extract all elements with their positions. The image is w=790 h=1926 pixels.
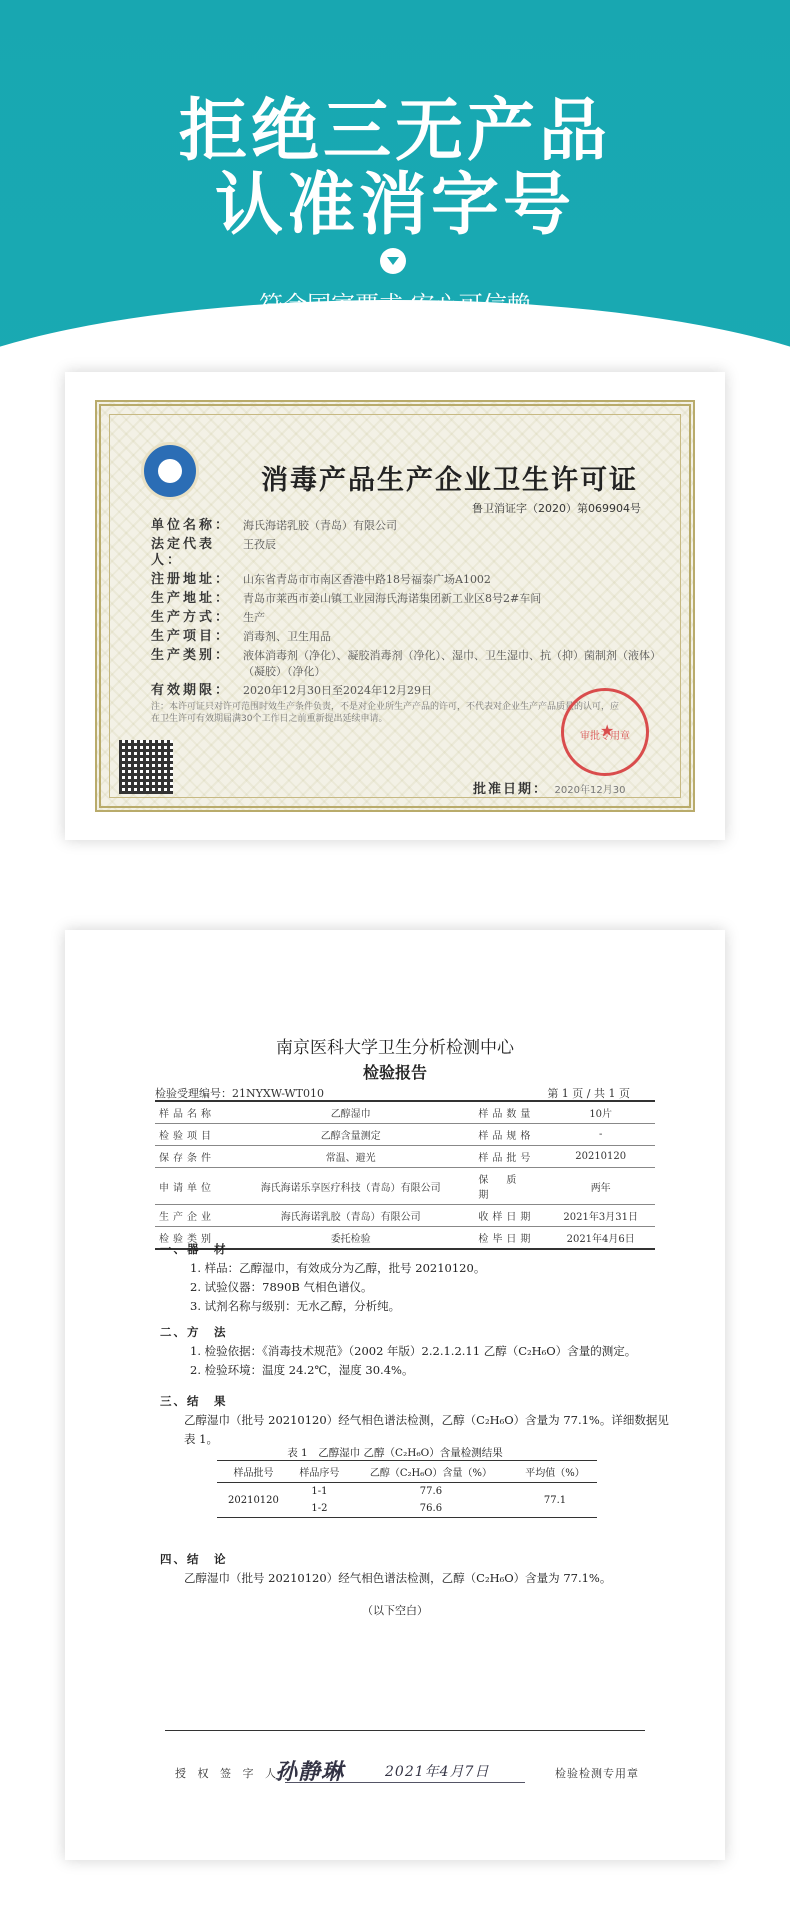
cert-row xyxy=(151,629,671,645)
table-row xyxy=(155,1168,655,1205)
list-item: 2. 试验仪器：7890B 气相色谱仪。 xyxy=(190,1280,373,1294)
table-row xyxy=(155,1101,655,1124)
cert-value: 海氏海诺乳胶（青岛）有限公司 xyxy=(243,519,397,532)
cert-label: 单位名称： xyxy=(151,518,232,533)
seq-cell: 1-2 xyxy=(311,1503,328,1514)
info-key: 样品批号 xyxy=(474,1146,546,1168)
approval-label: 批准日期： xyxy=(473,782,549,797)
cert-value: 生产 xyxy=(243,611,265,624)
cert-label: 注册地址： xyxy=(151,572,232,587)
info-key: 样品数量 xyxy=(474,1101,546,1124)
health-emblem-icon xyxy=(141,442,199,500)
info-value: 乙醇含量测定 xyxy=(227,1124,474,1146)
cert-label: 法定代表人： xyxy=(151,537,216,568)
info-key: 检验项目 xyxy=(155,1124,227,1146)
cert-value: 消毒剂、卫生用品 xyxy=(243,630,331,643)
info-value: 委托检验 xyxy=(227,1227,474,1250)
info-key: 收样日期 xyxy=(474,1205,546,1227)
column-header: 样品批号 xyxy=(217,1461,290,1483)
info-value: 两年 xyxy=(546,1168,655,1205)
column-header: 平均值（%） xyxy=(513,1461,597,1483)
info-value: 海氏海诺乐享医疗科技（青岛）有限公司 xyxy=(227,1168,474,1205)
batch-cell: 20210120 xyxy=(228,1494,279,1506)
cert-label: 生产方式： xyxy=(151,610,232,625)
list-item: 2. 检验环境：温度 24.2℃，湿度 30.4%。 xyxy=(190,1363,414,1377)
info-key: 检毕日期 xyxy=(474,1227,546,1250)
certificate-number: 鲁卫消证字（2020）第069904号 xyxy=(472,502,641,515)
section-conclusion xyxy=(160,1550,674,1588)
cert-row xyxy=(151,610,671,626)
hero-subtitle: 符合国家要求 安心可信赖 xyxy=(259,291,531,319)
signature: 孙静琳 xyxy=(275,1759,345,1785)
info-value: 2021年4月6日 xyxy=(546,1227,655,1250)
cert-label: 生产类别： xyxy=(151,648,232,663)
section-title: 三、结 果 xyxy=(160,1394,228,1408)
certificate-card xyxy=(65,372,725,840)
table-row xyxy=(155,1205,655,1227)
certificate-fields xyxy=(151,518,671,702)
approval-date xyxy=(473,778,625,797)
chevron-down-icon xyxy=(380,248,406,274)
info-value: 常温、避光 xyxy=(227,1146,474,1168)
info-key: 生产企业 xyxy=(155,1205,227,1227)
report-meta xyxy=(155,1085,630,1101)
info-value: - xyxy=(546,1124,655,1146)
section-title: 二、方 法 xyxy=(160,1325,228,1339)
info-value: 乙醇湿巾 xyxy=(227,1101,474,1124)
report-institution: 南京医科大学卫生分析检测中心 xyxy=(276,1038,514,1058)
cert-row xyxy=(151,648,671,680)
qr-code-icon xyxy=(119,740,173,794)
section-results xyxy=(160,1392,674,1449)
seq-cell: 1-1 xyxy=(311,1486,328,1497)
report-card xyxy=(65,930,725,1860)
cert-row xyxy=(151,518,671,534)
info-key: 申请单位 xyxy=(155,1168,227,1205)
cert-value: 青岛市莱西市姜山镇工业园海氏海诺集团新工业区8号2#车间 xyxy=(243,592,542,605)
table-caption: 表 1 乙醇湿巾 乙醇（C₂H₆O）含量检测结果 xyxy=(287,1447,503,1459)
cert-value: 王孜辰 xyxy=(243,538,276,551)
hero-title-line2: 认准消字号 xyxy=(214,166,575,245)
info-value: 20210120 xyxy=(546,1146,655,1168)
table-row xyxy=(155,1124,655,1146)
section-text: 乙醇湿巾（批号 20210120）经气相色谱法检测，乙醇（C₂H₆O）含量为 77.1%。 xyxy=(184,1571,612,1585)
approval-date-value: 2020年12月30 xyxy=(554,785,626,796)
report-page: 第 1 页 / 共 1 页 xyxy=(547,1087,630,1100)
signature-baseline xyxy=(285,1782,525,1783)
info-value: 2021年3月31日 xyxy=(546,1205,655,1227)
column-header: 乙醇（C₂H₆O）含量（%） xyxy=(349,1461,513,1483)
report-info-table xyxy=(155,1100,655,1250)
certificate-title: 消毒产品生产企业卫生许可证 xyxy=(261,465,638,496)
info-key: 样品名称 xyxy=(155,1101,227,1124)
cert-label: 有效期限： xyxy=(151,683,232,698)
report-title: 检验报告 xyxy=(362,1063,427,1082)
cert-row xyxy=(151,591,671,607)
sign-date: 2021年4月7日 xyxy=(385,1764,490,1780)
info-key: 保 质 期 xyxy=(474,1168,546,1205)
list-item: 1. 检验依据：《消毒技术规范》（2002 年版）2.2.1.2.11 乙醇（C₂H₆O）含量的测定。 xyxy=(190,1344,637,1358)
cert-value: 液体消毒剂（净化）、凝胶消毒剂（净化）、湿巾、卫生湿巾、抗（抑）菌制剂（液体）（凝胶）（净化） xyxy=(243,649,661,678)
table-header-row xyxy=(217,1461,597,1483)
table-row xyxy=(217,1483,597,1501)
seal-label: 检验检测专用章 xyxy=(555,1767,639,1780)
section-text: 乙醇湿巾（批号 20210120）经气相色谱法检测，乙醇（C₂H₆O）含量为 77.1%。详细数据见表 1。 xyxy=(184,1413,669,1446)
info-value: 10片 xyxy=(546,1101,655,1124)
value-cell: 76.6 xyxy=(419,1503,443,1514)
section-method xyxy=(160,1323,636,1380)
table-row xyxy=(155,1146,655,1168)
cert-row xyxy=(151,537,671,569)
certificate-note: 注：本许可证只对许可范围时效生产条件负责，不是对企业所生产产品的许可，不代表对企业生产产品质量的认可，应在卫生许可有效期届满30个工作日之前重新提出延续申请。 xyxy=(151,702,620,724)
approval-stamp: ★ 审批专用章 xyxy=(561,688,649,776)
signature-block xyxy=(175,1759,695,1785)
blank-note: （以下空白） xyxy=(362,1604,428,1617)
signer-label: 授 权 签 字 人 xyxy=(175,1767,280,1780)
certificate xyxy=(95,400,695,812)
avg-cell: 77.1 xyxy=(543,1494,567,1506)
results-table xyxy=(217,1460,597,1518)
section-title: 一、器 材 xyxy=(160,1242,228,1256)
cert-value: 山东省青岛市市南区香港中路18号福泰广场A1002 xyxy=(243,573,491,586)
section-materials xyxy=(160,1240,485,1316)
info-key: 检验类别 xyxy=(155,1227,227,1250)
cert-label: 生产项目： xyxy=(151,629,232,644)
report-accept-number: 检验受理编号：21NYXW-WT010 xyxy=(155,1087,324,1100)
list-item: 3. 试剂名称与级别：无水乙醇，分析纯。 xyxy=(190,1299,401,1313)
hero-title-line1: 拒绝三无产品 xyxy=(178,92,611,171)
info-key: 保存条件 xyxy=(155,1146,227,1168)
list-item: 1. 样品：乙醇湿巾，有效成分为乙醇，批号 20210120。 xyxy=(190,1261,486,1275)
section-title: 四、结 论 xyxy=(160,1552,228,1566)
cert-row xyxy=(151,572,671,588)
info-key: 样品规格 xyxy=(474,1124,546,1146)
cert-value: 2020年12月30日至2024年12月29日 xyxy=(243,684,432,697)
signature-divider xyxy=(165,1730,645,1731)
cert-label: 生产地址： xyxy=(151,591,232,606)
column-header: 样品序号 xyxy=(290,1461,349,1483)
value-cell: 77.6 xyxy=(419,1486,443,1497)
info-value: 海氏海诺乳胶（青岛）有限公司 xyxy=(227,1205,474,1227)
